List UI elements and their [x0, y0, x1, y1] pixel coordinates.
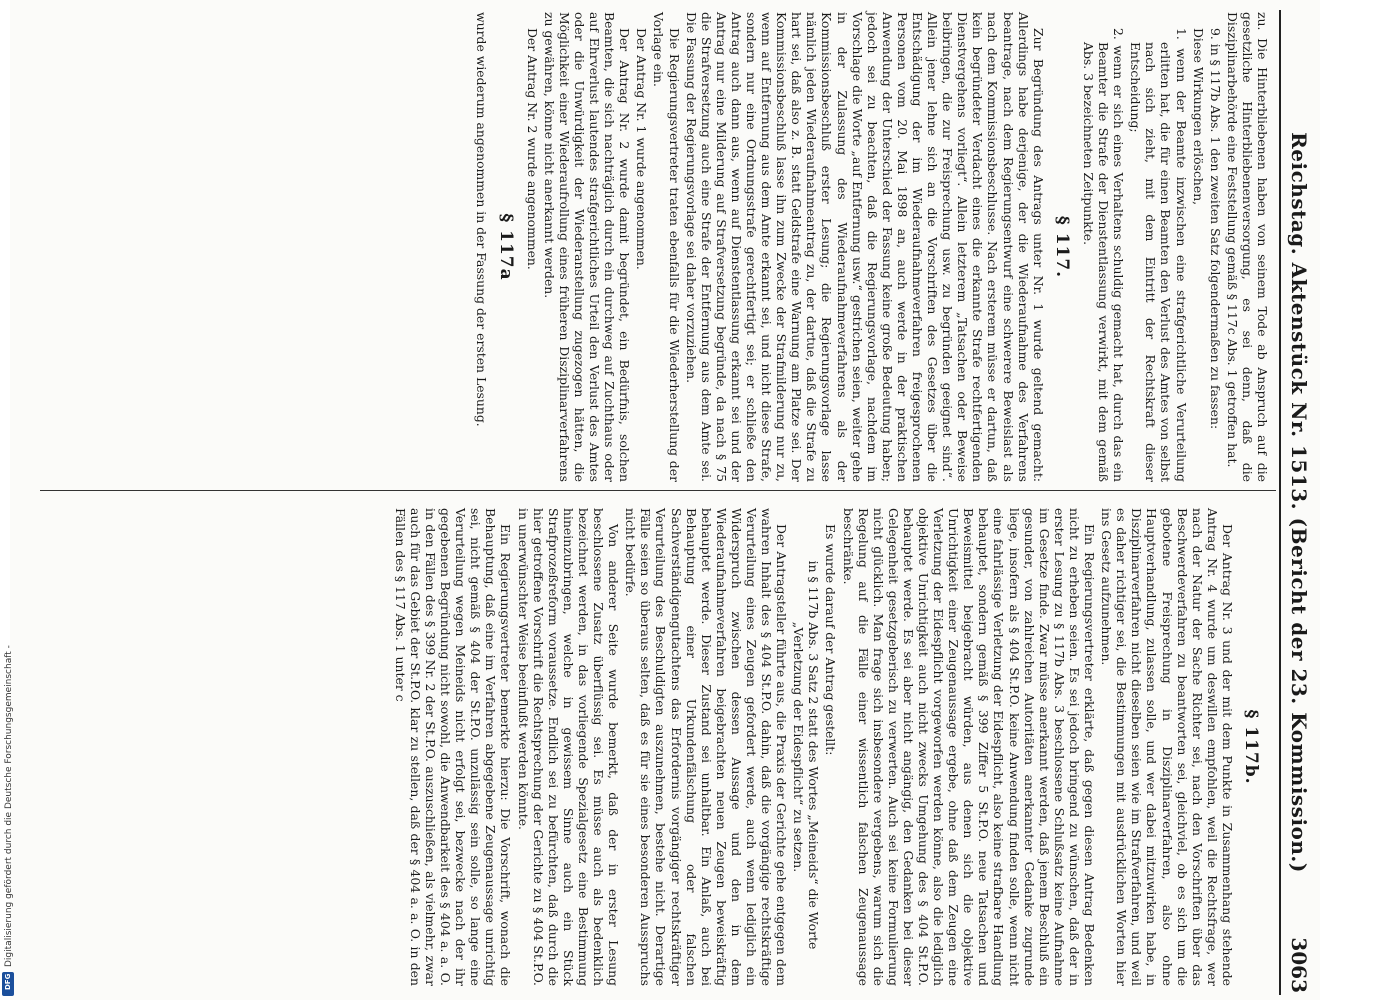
section-heading: § 117a — [495, 213, 516, 281]
right-column — [391, 508, 1270, 986]
paragraph: Der Antrag Nr. 2 wurde angenommen. — [524, 28, 540, 270]
paragraph: Diese Wirkungen erlöschen, — [1190, 28, 1206, 206]
dfg-logo — [2, 972, 14, 996]
document-page — [10, 0, 1320, 1000]
paragraph: Von anderer Seite wurde bemerkt, daß der in erster Lesung beschlossene Zusatz überflüssig sei. Es müsse auch als bedenklich bezeichnet werden, in das vorliegende Spezialgesetz eine Bestimmung hineinzubringen, welche in gewissem Sinne auch ein Stück Strafprozeßreform voraussetze. Endlich sei zu befürchten, daß durch die hier getroffene Vorschrift die Rechtsprechung der Gerichte zu § 404 St.P.O. in unerwünschter Weise beeinflußt werden könnte. — [515, 508, 622, 986]
left-column — [472, 12, 1270, 482]
paragraph: Der Antrag Nr. 3 und der mit dem Punkte in Zusammenhang stehende Antrag Nr. 4 wurde um deswillen empfohlen, weil die Rechtsfrage, wer nach der Natur der Sache Richter sei, nach den Vorschriften über das Beschwerdeverfahren zu beantworten sei, gleichviel, ob es sich um die gebotene Freisprechung in Disziplinarverfahren, also ohne Hauptverhandlung, zulassen solle, und wer dabei mitzuwirken habe, in Disziplinarverfahren nicht dieselben seien wie im Strafverfahren, und weil es daher richtiger sei, die Bestimmungen mit ausdrücklichen Worten hier ins Gesetz aufzunehmen. — [1099, 508, 1235, 986]
quoted-motion: in § 117b Abs. 3 Satz 2 statt des Wortes „Meineids“ die Worte „Verletzung der Eidespflicht“ zu setzen. — [791, 560, 822, 950]
paragraph: 9. in § 117b Abs. 1 den zweiten Satz folgendermaßen zu fassen: — [1207, 28, 1223, 430]
paragraph: Ein Regierungsvertreter erklärte, daß gegen diesen Antrag Bedenken nicht zu erheben seien. Es sei jedoch bringend zu wünschen, daß der in erster Lesung zu § 117b Abs. 3 beschlossene Schlußsatz keine Aufnahme im Gesetze finde. Zwar müsse anerkannt werden, daß jenem Beschluß ein gesunder, von zahlreichen Autoritäten anerkannter Gedanke zugrunde liege, insofern als § 404 St.P.O. keine Anwendung finden solle, wenn nicht eine fahrlässige Verletzung der Eidespflicht, also keine strafbare Handlung behauptet, sondern gemäß § 399 Ziffer 5 St.P.O. neue Tatsachen und Beweismittel beigebracht würden, aus denen sich die objektive Unrichtigkeit einer Zeugenaussage ergebe, ohne daß dem Zeugen eine Verletzung der Eidespflicht vorgeworfen werden könne, also die lediglich objektive Unrichtigkeit auch nicht zwecks Umgehung des § 404 St.P.O. behauptet werde. Es sei aber nicht angängig, den Gedanken bei dieser Gelegenheit gesetzgeberisch zu verwerten. Auch sei keine Formulierung nicht glücklich. Man frage sich insbesondere vergebens, warum sich die Regelung auf die Fälle einer wissentlich falschen Zeugenaussage beschränke. — [840, 508, 1098, 986]
page-header — [1279, 10, 1315, 995]
page-title: Reichstag. Aktenstück Nr. 1513. (Bericht der 23. Kommission.) — [1287, 132, 1311, 873]
section-heading: § 117. — [1051, 215, 1072, 279]
paragraph: wurde wiederum angenommen in der Fassung der ersten Lesung. — [474, 12, 490, 427]
paragraph: zu. Die Hinterbliebenen haben von seinem Tode ab Anspruch auf die gesetzliche Hinterbliebenenversorgung, es sei denn, daß die Disziplinarbehörde eine Feststellung gemäß § 117c Abs. 1 getroffen hat. — [1224, 12, 1270, 482]
paragraph: Ein Regierungsvertreter bemerkte hierzu: Die Vorschrift, wonach die Behauptung, daß eine im Verfahren abgegebene Zeugenaussage unrichtig sei, nicht gemäß § 404 der St.P.O. unzulässig sein solle, so lange eine Verurteilung wegen Meineids nicht erfolgt sei, bezwecke nach der ihr gegebenen Begründung nicht sowohl, die Anwendbarkeit des § 404 a. a. O. in den Fällen des § 399 Nr. 2 der St.P.O. auszuschließen, als vielmehr, zwar auch für das Gebiet der St.P.O. klar zu stellen, daß der § 404 a. a. O. in den Fällen des § 117 Abs. 1 unter c — [392, 508, 514, 986]
list-item: 2. wenn er sich eines Verhaltens schuldig gemacht hat, durch das ein Beamter die Strafe der Dienstentlassung verwirkt, mit dem gemäß Abs. 3 bezeichneten Zeitpunkte. — [1080, 28, 1127, 482]
page-number: 3063 — [1287, 937, 1311, 993]
paragraph: Es wurde darauf der Antrag gestellt: — [823, 524, 839, 756]
dfg-logo-text: DFG — [4, 973, 12, 990]
paragraph: Die Regierungsvertreter traten ebenfalls für die Wiederherstellung der Vorlage ein. — [651, 12, 682, 482]
paragraph: Zur Begründung des Antrags unter Nr. 1 wurde geltend gemacht: Allerdings habe derjenige, der die Wiederaufnahme des Verfahrens beantrage, nach dem Regierungsentwurf eine schwerere Beweislast als nach dem Kommissionsbeschlusse. Nach ersterem müsse er dartun, daß kein begründeter Verdacht eines die erkannte Strafe rechtfertigenden Dienstvergehens vorliegt“. Allein letzterem „Tatsachen oder Beweise beibringen, die zur Freisprechung usw. zu begründen geeignet sind“. Allein jener lehne sich an die Vorschriften des Gesetzes über die Entschädigung der im Wiederaufnahmeverfahren freigesprochenen Personen vom 20. Mai 1898 an, auch werde in der praktischen Anwendung der Unterschied der Fassung keine große Bedeutung haben; jedoch sei zu beachten, daß die Regierungsvorlage, nachdem im Vorschlage die Worte „auf Entfernung usw.“ gestrichen seien, weiter gehe in der Zulassung des Wiederaufnahmeverfahrens als der Kommissionsbeschluß erster Lesung; die Regierungsvorlage lasse nämlich jeden Wiederaufnahmeantrag zu, der dartue, daß die Strafe zu hart sei, daß also z. B. statt Geldstrafe eine Warnung am Platze sei. Der Kommissionsbeschluß lasse ihn zum Zwecke der Strafmilderung nur zu, wenn auf Entfernung aus dem Amte erkannt sei, und nicht diese Strafe, sondern nur eine Ordnungsstrafe gerechtfertigt sei; er schließe den Antrag auch dann aus, wenn auf Dienstentlassung erkannt sei und der Antrag nur eine Milderung auf Strafversetzung begründe, da nach § 75 die Strafversetzung auch eine Strafe der Entfernung aus dem Amte sei. Die Fassung der Regierungsvorlage sei daher vorzuziehen. — [683, 12, 1046, 482]
paragraph: Der Antragsteller führte aus, die Praxis der Gerichte gehe entgegen dem wahren Inhalt des § 404 St.P.O. dahin, daß die vorgängige rechtskräftige Verurteilung eines Zeugen gefordert werde, auch wenn lediglich ein Widerspruch zwischen dessen Aussage und den in dem Wiederaufnahmeverfahren beigebrachten neuen Zeugen beweiskräftig behauptet werde. Dieser Zustand sei unhaltbar. Ein Anlaß, auch bei Behauptung einer Urkundenfälschung oder falschen Sachverständigengutachtens das Erfordernis vorgängiger rechtskräftiger Verurteilung des Beschuldigten auszunehmen, bestehe nicht. Derartige Fälle seien so überaus selten, daß es für sie eines besonderen Ausspruchs nicht bedürfe. — [623, 508, 790, 986]
digitization-credit: Digitalisierung gefördert durch die Deutsche Forschungsgemeinschaft - — [4, 645, 14, 967]
section-heading: § 117b. — [1241, 709, 1261, 785]
paragraph: Der Antrag Nr. 2 wurde damit begründet, ein Bedürfnis, solchen Beamten, die sich nachträglich durch ein durchweg auf Zuchthaus oder auf Ehrverlust lautendes strafgerichtliches Urteil den Verlust des Amtes oder die Unwürdigkeit der Wiederanstellung zugezogen hätten, die Möglichkeit einer Wiederaufrollung eines früheren Disziplinarverfahrens zu gewähren, könne nicht anerkannt werden. — [541, 12, 633, 482]
paragraph: Der Antrag Nr. 1 wurde angenommen. — [634, 28, 650, 270]
list-item: 1. wenn der Beamte inzwischen eine strafgerichtliche Verurteilung erlitten hat, die für einen Beamten den Verlust des Amtes von selbst nach sich zieht, mit dem Eintritt der Rechtskraft dieser Entscheidung; — [1128, 28, 1189, 482]
column-divider — [40, 490, 1276, 491]
